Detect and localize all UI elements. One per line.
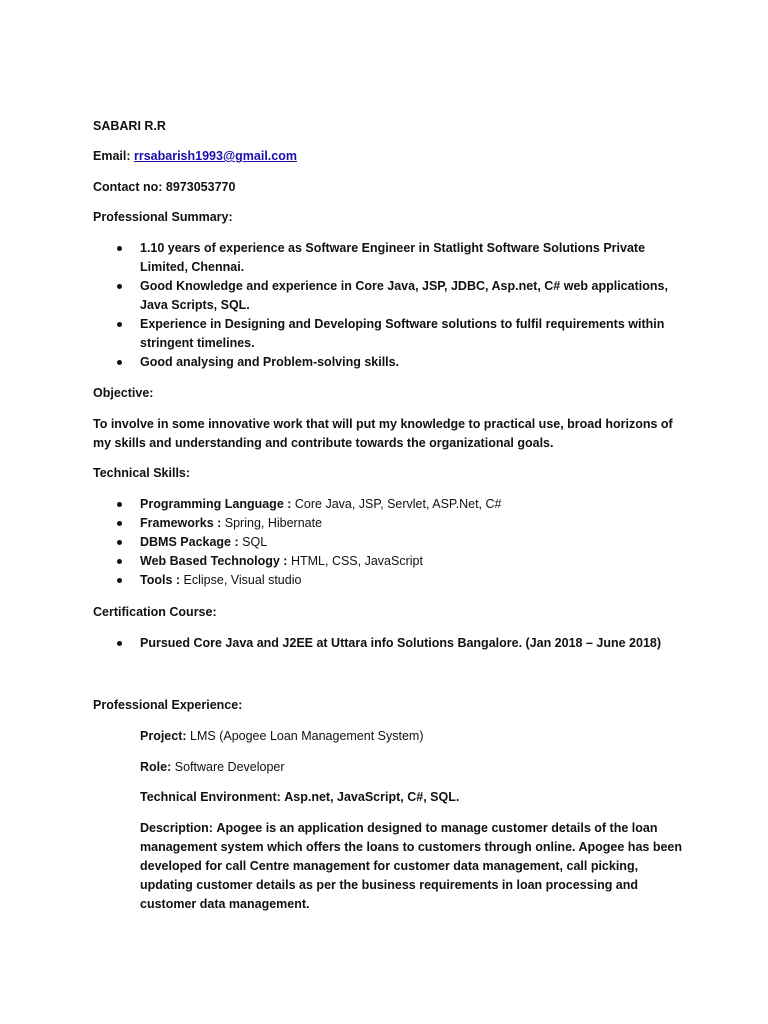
certification-heading: Certification Course: <box>93 605 217 619</box>
list-item: Good Knowledge and experience in Core Java, JSP, JDBC, Asp.net, C# web applications, Java Scripts, SQL. <box>115 277 685 315</box>
skill-label: Programming Language : <box>140 497 292 511</box>
list-item <box>115 514 685 533</box>
project-line <box>140 727 685 746</box>
project-label: Project: <box>140 729 187 743</box>
skill-value: Eclipse, Visual studio <box>183 573 302 587</box>
list-item: 1.10 years of experience as Software Engineer in Statlight Software Solutions Private Limited, Chennai. <box>115 239 685 277</box>
list-item <box>115 571 685 590</box>
candidate-name: SABARI R.R <box>93 119 166 133</box>
objective-heading: Objective: <box>93 386 154 400</box>
skills-list <box>115 495 685 590</box>
experience-heading: Professional Experience: <box>93 698 243 712</box>
list-item <box>115 533 685 552</box>
email-label: Email: <box>93 149 131 163</box>
skill-value: Core Java, JSP, Servlet, ASP.Net, C# <box>294 497 502 511</box>
email-line <box>93 147 683 166</box>
project-value: LMS (Apogee Loan Management System) <box>190 729 424 743</box>
description-text: Apogee is an application designed to manage customer details of the loan management system which offers the loans to customers through online. Apogee has been developed for call Centre management for customer data management, call picking, updating customer details as per the business requirements in loan processing and customer data management. <box>140 821 682 911</box>
environment-value: Asp.net, JavaScript, C#, SQL. <box>284 790 460 804</box>
description-label: Description: <box>140 821 213 835</box>
list-item: Pursued Core Java and J2EE at Uttara info Solutions Bangalore. (Jan 2018 – June 2018) <box>115 634 685 653</box>
objective-text: To involve in some innovative work that will put my knowledge to practical use, broad horizons of my skills and understanding and contribute towards the organizational goals. <box>93 417 673 450</box>
list-item: Experience in Designing and Developing Software solutions to fulfil requirements within stringent timelines. <box>115 315 685 353</box>
skill-label: Tools : <box>140 573 181 587</box>
description-paragraph <box>140 819 685 914</box>
summary-list <box>115 239 685 372</box>
contact-line: Contact no: 8973053770 <box>93 180 236 194</box>
skill-label: Frameworks : <box>140 516 222 530</box>
email-link[interactable]: rrsabarish1993@gmail.com <box>134 149 297 163</box>
skills-heading: Technical Skills: <box>93 466 191 480</box>
skill-value: Spring, Hibernate <box>224 516 323 530</box>
role-value: Software Developer <box>174 760 285 774</box>
environment-line <box>140 788 685 807</box>
skill-value: HTML, CSS, JavaScript <box>290 554 423 568</box>
certification-list <box>115 634 685 653</box>
role-label: Role: <box>140 760 172 774</box>
list-item <box>115 552 685 571</box>
list-item <box>115 495 685 514</box>
list-item: Good analysing and Problem-solving skills. <box>115 353 685 372</box>
skill-value: SQL <box>242 535 268 549</box>
skill-label: DBMS Package : <box>140 535 239 549</box>
environment-label: Technical Environment: <box>140 790 281 804</box>
skill-label: Web Based Technology : <box>140 554 288 568</box>
role-line <box>140 758 685 777</box>
summary-heading: Professional Summary: <box>93 210 233 224</box>
